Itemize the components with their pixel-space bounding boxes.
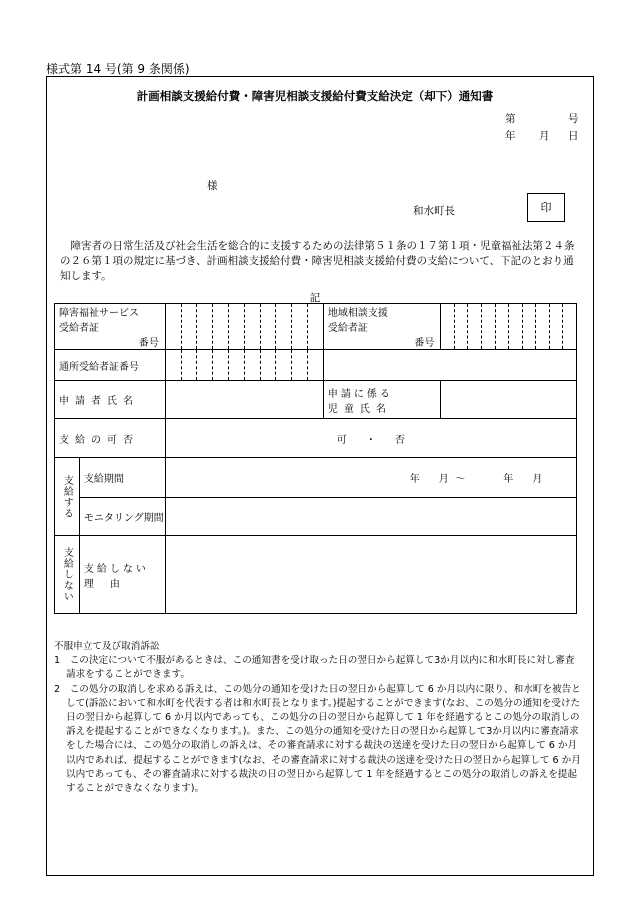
reason-input[interactable] [165, 536, 576, 614]
date-month: 月 [539, 130, 550, 142]
digit-cell[interactable] [213, 304, 229, 350]
commuting-cert-label: 通所受給者証番号 [55, 350, 166, 381]
digit-cell[interactable] [165, 350, 181, 381]
digit-cell[interactable] [276, 304, 292, 350]
community-cert-number-input[interactable] [441, 304, 577, 350]
notes-item-2: 2 この処分の取消しを求める訴えは、この処分の通知を受けた日の翌日から起算して 6 か月以内に限り、和水町を被告として(訴訟において和水町を代表する者は和水町長となります。)提起することができます(なお、この処分の通知を受けた日の翌日から起算して 6 か月以内であっても、この処分の日の翌日から起算して 1 年を経過するとこの処分の取消しの訴えを提起することができなくなります。)。また、この処分の通知を受けた日の翌日から起算して3か月以内に審査請求をした場合には、この処分の取消しの訴えは、その審査請求に対する裁決の送達を受けた日の翌日から起算して 6 か月以内であれば、提起することができます(なお、その審査請求に対する裁決の送達を受けた日の翌日から起算して 6 か月以内であっても、その審査請求に対する裁決の日の翌日から起算して 1 年を経過するとこの処分の取消しの訴えを提起することができなくなります)。 [54, 683, 581, 795]
digit-cell[interactable] [292, 304, 308, 350]
ki-marker: 記 [309, 292, 321, 304]
digit-cell[interactable] [244, 350, 260, 381]
monitoring-input[interactable] [165, 498, 576, 536]
community-cert-label: 地域相談支援 受給者証 番号 [323, 304, 441, 350]
digit-cell[interactable] [213, 350, 229, 381]
digit-cell[interactable] [292, 350, 308, 381]
digit-cell[interactable] [228, 350, 244, 381]
digit-cell[interactable] [260, 350, 276, 381]
table-row [55, 536, 577, 614]
commuting-cert-blank[interactable] [323, 350, 576, 381]
date-day: 日 [568, 130, 579, 142]
digit-cell[interactable] [276, 350, 292, 381]
approval-label: 支給の可否 [55, 419, 166, 458]
child-name-input[interactable] [441, 381, 577, 419]
child-name-label: 申請に係る 児童氏名 [323, 381, 441, 419]
digit-cell[interactable] [181, 350, 197, 381]
welfare-cert-label: 障害福祉サービス 受給者証 番号 [55, 304, 166, 350]
digit-cell[interactable] [308, 304, 324, 350]
notice-body: 障害者の日常生活及び社会生活を総合的に支援するための法律第５１条の１７第１項・児童福祉法第２４条の２６第１項の規定に基づき、計画相談支援給付費・障害児相談支援給付費の支給について、下記のとおり通知します。 [60, 240, 575, 282]
approval-choice[interactable]: 可 ・ 否 [165, 419, 576, 458]
document-title: 計画相談支援給付費・障害児相談支援給付費支給決定（却下）通知書 [136, 89, 494, 103]
applicant-name-label: 申請者氏名 [55, 381, 166, 419]
digit-cell[interactable] [308, 350, 324, 381]
reason-label: 支給しない 理由 [79, 536, 165, 614]
grant-label: 支給する [55, 458, 80, 536]
form-number-label: 様式第 14 号(第 9 条関係) [46, 62, 190, 76]
applicant-name-input[interactable] [165, 381, 323, 419]
period-label: 支給期間 [79, 458, 165, 498]
number-suffix: 号 [568, 113, 579, 125]
monitoring-label: モニタリング期間 [79, 498, 165, 536]
table-row [55, 381, 577, 419]
no-grant-label: 支給しない [55, 536, 80, 614]
digit-cell[interactable] [165, 304, 181, 350]
notes-item-1: 1 この決定について不服があるときは、この通知書を受け取った日の翌日から起算して3か月以内に和水町長に対し審査請求をすることができます。 [54, 655, 575, 681]
issuer-name: 和水町長 [413, 205, 455, 217]
digit-cell[interactable] [260, 304, 276, 350]
table-row [55, 458, 577, 498]
period-input[interactable]: 年 月 ～ 年 月 [165, 458, 576, 498]
digit-cell[interactable] [244, 304, 260, 350]
seal-box: 印 [527, 193, 565, 222]
table-row [55, 350, 577, 381]
appeal-notes [54, 640, 584, 796]
digit-cell[interactable] [181, 304, 197, 350]
notes-heading: 不服申立て及び取消訴訟 [54, 641, 160, 652]
table-row [55, 498, 577, 536]
table-row [55, 304, 577, 350]
table-row [55, 419, 577, 458]
digit-cell[interactable] [197, 304, 213, 350]
date-year: 年 [505, 130, 516, 142]
digit-cell[interactable] [228, 304, 244, 350]
digit-cell[interactable] [197, 350, 213, 381]
number-prefix: 第 [505, 113, 516, 125]
addressee-suffix: 様 [207, 180, 218, 192]
decision-table [54, 303, 577, 614]
